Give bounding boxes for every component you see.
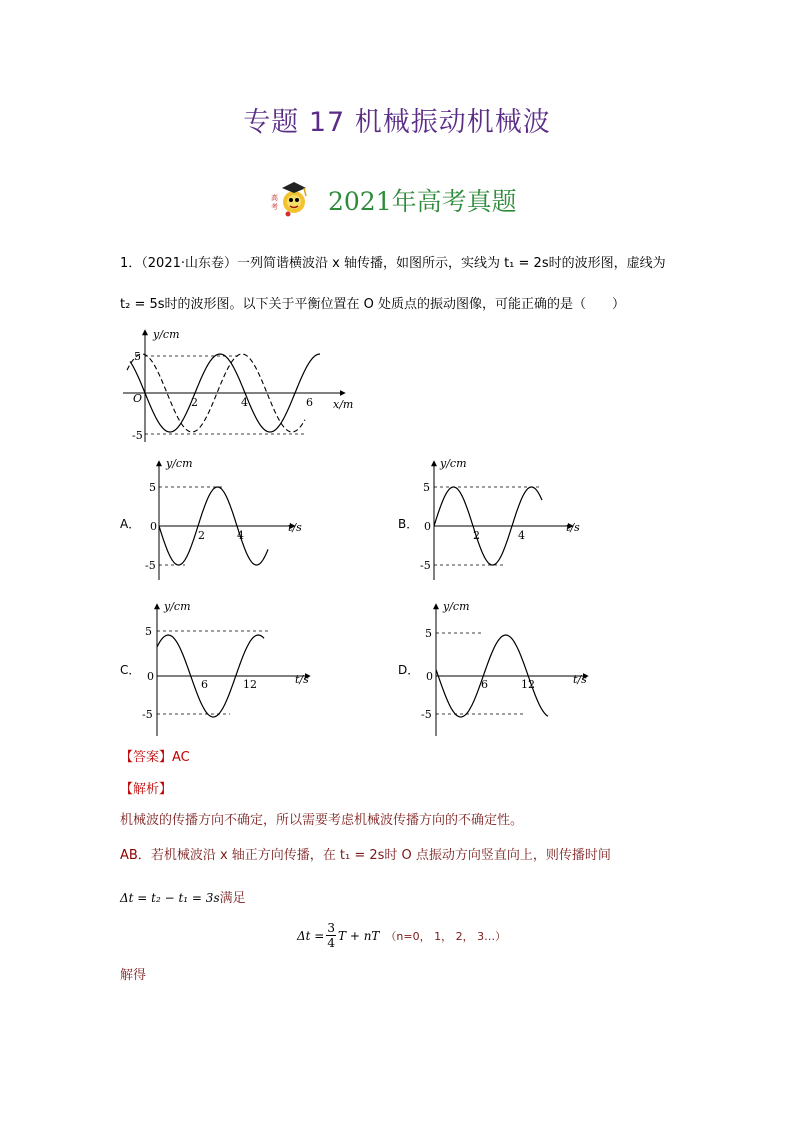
option-d-tick-5: 5 xyxy=(425,627,432,640)
option-c-tick-6: 6 xyxy=(201,678,208,691)
svg-text:考: 考 xyxy=(271,203,278,211)
analysis-tag: 【解析】 xyxy=(120,782,173,797)
analysis-p3-formula: Δt = t₂ − t₁ = 3s xyxy=(120,891,220,905)
analysis-p3-line xyxy=(120,888,246,909)
option-c-tick-5: 5 xyxy=(145,625,152,638)
wave-tick-2: 2 xyxy=(191,396,198,409)
option-b-tick-4: 4 xyxy=(518,529,525,542)
formula-condition: （n=0， 1， 2， 3…） xyxy=(385,929,507,943)
analysis-p5: 解得 xyxy=(120,968,147,983)
answer-line xyxy=(120,748,190,768)
wave-origin: O xyxy=(133,392,143,405)
formula-rest: T + nT xyxy=(338,928,380,943)
option-b-tick-m5: -5 xyxy=(420,559,431,572)
option-c-x-label: t/s xyxy=(295,673,309,686)
wave-tick-4: 4 xyxy=(241,396,248,409)
answer-value: AC xyxy=(172,750,190,765)
option-b-tick-5: 5 xyxy=(423,481,430,494)
option-b-y-label: y/cm xyxy=(440,457,467,470)
question-line-1: 1．（2021·山东卷）一列简谐横波沿 x 轴传播，如图所示，实线为 t₁ = 2s时的波形图，虚线为 xyxy=(120,256,666,271)
wave-tick-y5: 5 xyxy=(134,350,141,363)
banner-text: 2021年高考真题 xyxy=(328,187,517,216)
option-b-x-label: t/s xyxy=(566,521,580,534)
option-a-tick-5: 5 xyxy=(149,481,156,494)
option-b-zero: 0 xyxy=(424,520,431,533)
analysis-p2: 若机械波沿 x 轴正方向传播，在 t₁ = 2s时 O 点振动方向竖直向上，则传播时间 xyxy=(150,848,611,863)
option-b-label[interactable]: B． xyxy=(398,517,419,531)
svg-text:高: 高 xyxy=(271,194,278,202)
option-a-tick-2: 2 xyxy=(198,529,205,542)
option-b-graph[interactable] xyxy=(418,455,583,585)
question-line-2: t₂ = 5s时的波形图。以下关于平衡位置在 O 处质点的振动图像，可能正确的是（ ） xyxy=(120,297,626,312)
option-d-label[interactable]: D． xyxy=(398,663,420,677)
wave-tick-ym5: -5 xyxy=(132,429,143,442)
option-d-x-label: t/s xyxy=(573,673,587,686)
option-b-tick-2: 2 xyxy=(473,529,480,542)
analysis-formula xyxy=(297,921,506,950)
option-d-tick-m5: -5 xyxy=(421,708,432,721)
option-c-y-label: y/cm xyxy=(164,600,191,613)
option-d-tick-6: 6 xyxy=(481,678,488,691)
option-d-tick-12: 12 xyxy=(521,678,535,691)
option-a-graph[interactable] xyxy=(140,455,305,585)
option-c-zero: 0 xyxy=(147,670,154,683)
formula-denominator: 4 xyxy=(327,936,335,950)
option-d-zero: 0 xyxy=(426,670,433,683)
section-banner xyxy=(268,180,517,220)
formula-fraction xyxy=(326,921,336,950)
analysis-p3-suffix: 满足 xyxy=(219,891,246,906)
formula-lhs: Δt = xyxy=(297,928,325,943)
option-a-tick-4: 4 xyxy=(237,529,244,542)
analysis-p1: 机械波的传播方向不确定，所以需要考虑机械波传播方向的不确定性。 xyxy=(120,813,524,828)
option-d-graph[interactable] xyxy=(418,598,598,738)
formula-numerator: 3 xyxy=(327,921,335,935)
option-a-y-label: y/cm xyxy=(166,457,193,470)
page-title: 专题 17 机械振动机械波 xyxy=(243,107,551,138)
wave-figure xyxy=(115,322,365,447)
wave-x-label: x/m xyxy=(333,398,354,411)
option-a-label[interactable]: A． xyxy=(120,517,141,531)
option-a-zero: 0 xyxy=(150,520,157,533)
wave-y-label: y/cm xyxy=(153,328,180,341)
wave-tick-6: 6 xyxy=(306,396,313,409)
option-c-tick-12: 12 xyxy=(243,678,257,691)
analysis-p2-line xyxy=(120,846,611,866)
analysis-p2-prefix: AB． xyxy=(120,848,151,863)
option-a-x-label: t/s xyxy=(288,521,302,534)
option-c-graph[interactable] xyxy=(140,598,320,738)
option-c-label[interactable]: C． xyxy=(120,663,141,677)
option-d-y-label: y/cm xyxy=(443,600,470,613)
option-c-tick-m5: -5 xyxy=(142,708,153,721)
option-a-tick-m5: -5 xyxy=(145,559,156,572)
answer-tag: 【答案】 xyxy=(120,750,173,765)
cartoon-owl-graduate-icon xyxy=(268,178,316,222)
